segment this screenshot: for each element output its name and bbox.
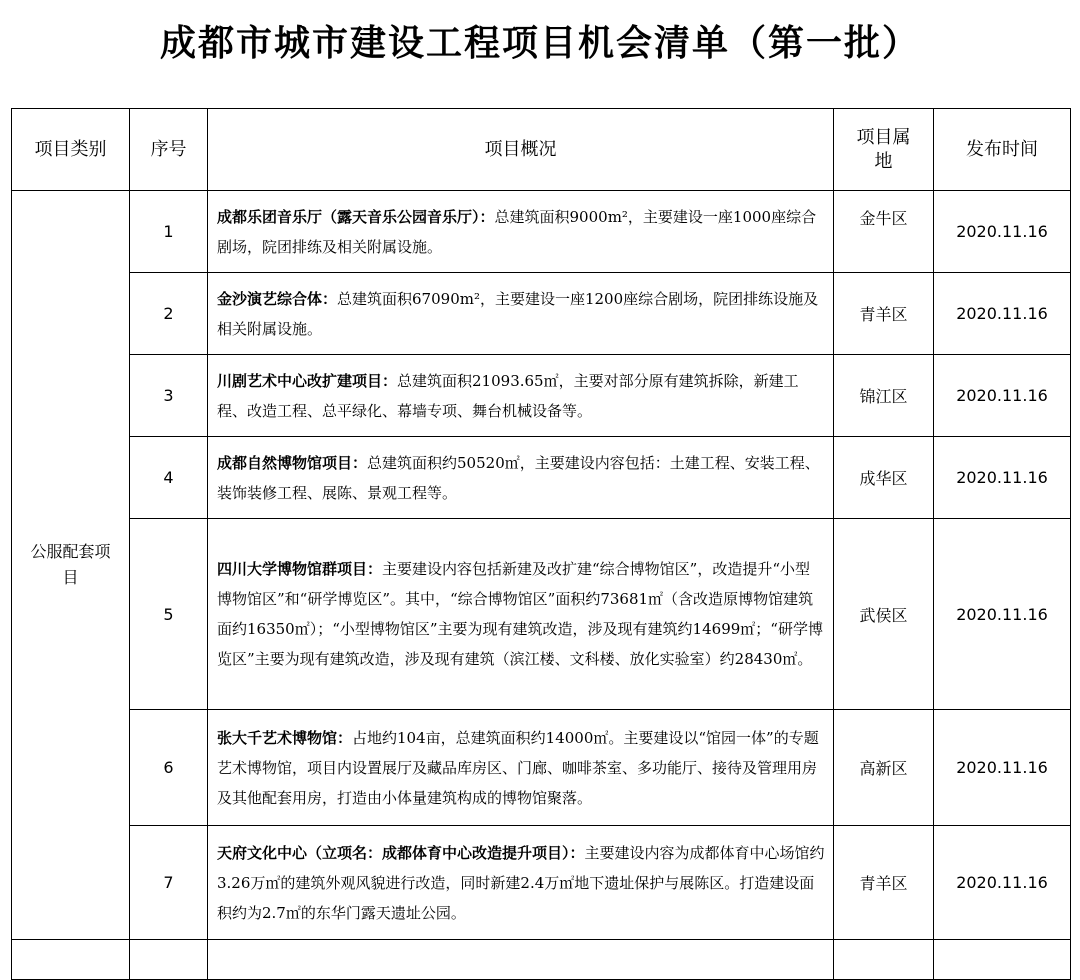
category-label: 公服配套项目 <box>30 542 111 587</box>
category-cell <box>12 191 130 940</box>
project-description: 主要建设内容为成都体育中心场馆约3.26万㎡的建筑外观风貌进行改造，同时新建2.4万㎡地下遗址保护与展陈区。打造建设面积约为2.7㎡的东华门露天遗址公园。 <box>217 843 825 922</box>
project-overview <box>208 710 834 826</box>
project-name: 金沙演艺综合体： <box>217 289 338 308</box>
publish-date: 2020.11.16 <box>934 826 1071 940</box>
project-description: 主要建设内容包括新建及改扩建“综合博物馆区”，改造提升“小型博物馆区”和“研学博览区”。其中，“综合博物馆区”面积约73681㎡（含改造原博物馆建筑面约16350㎡）；“小型博物馆区”主要为现有建筑改造，涉及现有建筑约14699㎡；“研学博览区”主要为现有建筑改造，涉及现有建筑（滨江楼、文科楼、放化实验室）约28430㎡。 <box>217 560 823 668</box>
publish-date: 2020.11.16 <box>934 191 1071 273</box>
publish-date: 2020.11.16 <box>934 355 1071 437</box>
project-table <box>11 108 1071 980</box>
project-overview <box>208 437 834 519</box>
header-overview: 项目概况 <box>208 109 834 191</box>
project-overview <box>208 355 834 437</box>
project-location: 高新区 <box>834 710 934 826</box>
project-overview <box>208 519 834 710</box>
table-row <box>12 519 1071 710</box>
table-row <box>12 437 1071 519</box>
row-number: 4 <box>130 437 208 519</box>
project-description: 总建筑面积9000m²，主要建设一座1000座综合剧场，院团排练及相关附属设施。 <box>217 207 817 256</box>
project-overview <box>208 191 834 273</box>
project-location: 锦江区 <box>834 355 934 437</box>
project-name: 成都乐团音乐厅（露天音乐公园音乐厅）： <box>217 207 495 226</box>
project-location: 青羊区 <box>834 273 934 355</box>
row-number: 2 <box>130 273 208 355</box>
table-row <box>12 710 1071 826</box>
project-name: 天府文化中心（立项名：成都体育中心改造提升项目）： <box>217 843 585 862</box>
project-location: 成华区 <box>834 437 934 519</box>
table-row <box>12 273 1071 355</box>
project-location: 青羊区 <box>834 826 934 940</box>
row-number: 1 <box>130 191 208 273</box>
table-row <box>12 191 1071 273</box>
header-number: 序号 <box>130 109 208 191</box>
row-number: 7 <box>130 826 208 940</box>
project-location: 金牛区 <box>834 191 934 273</box>
project-name: 张大千艺术博物馆： <box>217 728 353 747</box>
row-number: 6 <box>130 710 208 826</box>
project-name: 四川大学博物馆群项目： <box>217 560 383 578</box>
row-number: 5 <box>130 519 208 710</box>
project-description: 总建筑面积21093.65㎡，主要对部分原有建筑拆除，新建工程、改造工程、总平绿化、幕墙专项、舞台机械设备等。 <box>217 371 799 420</box>
publish-date: 2020.11.16 <box>934 273 1071 355</box>
project-description: 占地约104亩，总建筑面积约14000㎡。主要建设以“馆园一体”的专题艺术博物馆，项目内设置展厅及藏品库房区、门廊、咖啡茶室、多功能厅、接待及管理用房及其他配套用房，打造由小体量建筑构成的博物馆聚落。 <box>217 728 819 807</box>
project-description: 总建筑面积约50520㎡，主要建设内容包括：土建工程、安装工程、装饰装修工程、展陈、景观工程等。 <box>217 453 820 502</box>
table-row <box>12 355 1071 437</box>
project-name: 川剧艺术中心改扩建项目： <box>217 371 398 390</box>
document-title: 成都市城市建设工程项目机会清单（第一批） <box>159 23 920 64</box>
header-location: 项目属地 <box>834 109 934 191</box>
table-header-row <box>12 109 1071 191</box>
header-category: 项目类别 <box>12 109 130 191</box>
project-location: 武侯区 <box>834 519 934 710</box>
publish-date: 2020.11.16 <box>934 437 1071 519</box>
table-row <box>12 826 1071 940</box>
publish-date: 2020.11.16 <box>934 710 1071 826</box>
project-overview <box>208 273 834 355</box>
project-name: 成都自然博物馆项目： <box>217 453 368 472</box>
row-number: 3 <box>130 355 208 437</box>
publish-date: 2020.11.16 <box>934 519 1071 710</box>
header-date: 发布时间 <box>934 109 1071 191</box>
project-description: 总建筑面积67090m²，主要建设一座1200座综合剧场，院团排练设施及相关附属设施。 <box>217 289 819 338</box>
project-overview <box>208 826 834 940</box>
